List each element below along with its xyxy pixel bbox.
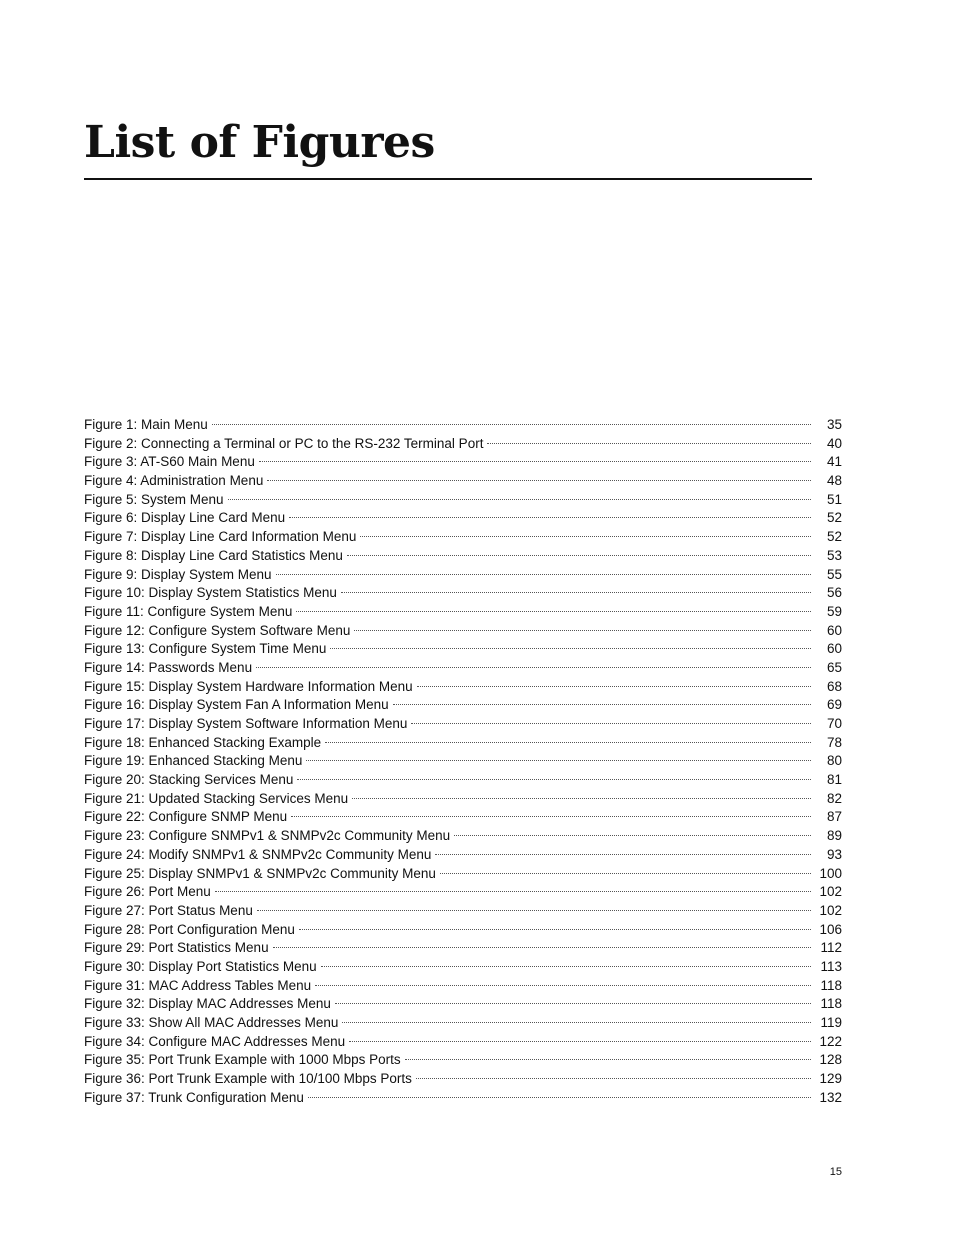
toc-entry-page: 93: [826, 846, 842, 862]
toc-entry-label: Figure 9: Display System Menu: [84, 566, 272, 582]
list-of-figures: [84, 416, 842, 1107]
toc-entry-label: Figure 28: Port Configuration Menu: [84, 921, 295, 937]
toc-entry-label: Figure 23: Configure SNMPv1 & SNMPv2c Community Menu: [84, 828, 451, 844]
toc-entry-page: 65: [826, 659, 842, 675]
toc-entry-label: Figure 29: Port Statistics Menu: [84, 940, 269, 956]
toc-entry-label: Figure 18: Enhanced Stacking Example: [84, 734, 322, 750]
toc-entry-page: 106: [819, 921, 842, 937]
toc-entry-label: Figure 19: Enhanced Stacking Menu: [84, 753, 303, 769]
dot-leader: [321, 966, 811, 967]
toc-entry[interactable]: [84, 1033, 842, 1052]
toc-entry-page: 112: [820, 940, 842, 956]
dot-leader: [440, 873, 811, 874]
title-rule: [84, 178, 812, 180]
dot-leader: [212, 424, 811, 425]
toc-entry-label: Figure 3: AT-S60 Main Menu: [84, 454, 255, 470]
dot-leader: [276, 574, 811, 575]
dot-leader: [257, 910, 811, 911]
dot-leader: [349, 1041, 811, 1042]
toc-entry[interactable]: [84, 472, 842, 491]
toc-entry[interactable]: [84, 622, 842, 641]
dot-leader: [325, 742, 811, 743]
toc-entry-label: Figure 22: Configure SNMP Menu: [84, 809, 288, 825]
dot-leader: [308, 1097, 811, 1098]
toc-entry-label: Figure 25: Display SNMPv1 & SNMPv2c Community Menu: [84, 865, 436, 881]
toc-entry[interactable]: [84, 1089, 842, 1108]
toc-entry-page: 118: [820, 996, 842, 1012]
toc-entry[interactable]: [84, 566, 842, 585]
toc-entry-page: 89: [826, 828, 842, 844]
page-number: 15: [829, 1166, 842, 1178]
toc-entry-page: 41: [826, 454, 842, 470]
dot-leader: [267, 480, 811, 481]
toc-entry-label: Figure 14: Passwords Menu: [84, 659, 253, 675]
dot-leader: [341, 592, 811, 593]
toc-entry[interactable]: [84, 547, 842, 566]
toc-entry-page: 128: [819, 1052, 842, 1068]
toc-entry[interactable]: [84, 528, 842, 547]
toc-entry[interactable]: [84, 584, 842, 603]
toc-entry-page: 118: [820, 977, 842, 993]
dot-leader: [289, 517, 811, 518]
dot-leader: [487, 443, 811, 444]
toc-entry[interactable]: [84, 416, 842, 435]
toc-entry-page: 59: [826, 603, 842, 619]
dot-leader: [342, 1022, 811, 1023]
toc-entry-page: 52: [826, 529, 842, 545]
toc-entry-page: 82: [826, 790, 842, 806]
toc-entry-label: Figure 11: Configure System Menu: [84, 603, 293, 619]
toc-entry[interactable]: [84, 640, 842, 659]
toc-entry-page: 129: [819, 1071, 842, 1087]
toc-entry-label: Figure 15: Display System Hardware Information Menu: [84, 678, 413, 694]
dot-leader: [411, 723, 811, 724]
toc-entry[interactable]: [84, 696, 842, 715]
toc-entry[interactable]: [84, 509, 842, 528]
dot-leader: [299, 929, 811, 930]
dot-leader: [454, 835, 811, 836]
toc-entry-page: 113: [820, 958, 842, 974]
toc-entry-page: 68: [826, 678, 842, 694]
toc-entry-label: Figure 31: MAC Address Tables Menu: [84, 977, 312, 993]
toc-entry[interactable]: [84, 659, 842, 678]
toc-entry[interactable]: [84, 846, 842, 865]
toc-entry-label: Figure 12: Configure System Software Menu: [84, 622, 351, 638]
toc-entry-page: 40: [826, 435, 842, 451]
dot-leader: [256, 667, 811, 668]
dot-leader: [297, 779, 811, 780]
toc-entry[interactable]: [84, 771, 842, 790]
dot-leader: [347, 555, 811, 556]
toc-entry[interactable]: [84, 958, 842, 977]
toc-entry[interactable]: [84, 865, 842, 884]
toc-entry-label: Figure 17: Display System Software Information Menu: [84, 716, 408, 731]
toc-entry[interactable]: [84, 808, 842, 827]
dot-leader: [416, 1078, 811, 1079]
toc-entry-label: Figure 2: Connecting a Terminal or PC to the RS-232 Terminal Port: [84, 435, 484, 451]
toc-entry[interactable]: [84, 715, 842, 734]
toc-entry-page: 48: [826, 473, 842, 489]
toc-entry-label: Figure 6: Display Line Card Menu: [84, 510, 286, 526]
toc-entry-label: Figure 24: Modify SNMPv1 & SNMPv2c Community Menu: [84, 846, 432, 862]
toc-entry[interactable]: [84, 678, 842, 697]
toc-entry[interactable]: [84, 734, 842, 753]
toc-entry-label: Figure 16: Display System Fan A Information Menu: [84, 697, 389, 713]
page-title: List of Figures: [84, 117, 435, 168]
toc-entry-label: Figure 13: Configure System Time Menu: [84, 641, 327, 657]
toc-entry-label: Figure 7: Display Line Card Information Menu: [84, 529, 357, 545]
toc-entry-page: 87: [826, 809, 842, 825]
dot-leader: [228, 499, 811, 500]
toc-entry[interactable]: [84, 921, 842, 940]
toc-entry-page: 132: [819, 1089, 842, 1105]
dot-leader: [315, 985, 811, 986]
toc-entry-label: Figure 21: Updated Stacking Services Menu: [84, 790, 349, 806]
toc-entry[interactable]: [84, 453, 842, 472]
dot-leader: [354, 630, 811, 631]
dot-leader: [360, 536, 811, 537]
toc-entry-page: 102: [819, 902, 842, 918]
toc-entry-label: Figure 8: Display Line Card Statistics Menu: [84, 547, 343, 563]
toc-entry-page: 119: [820, 1015, 842, 1030]
dot-leader: [352, 798, 811, 799]
toc-entry-page: 69: [826, 697, 842, 713]
dot-leader: [393, 704, 811, 705]
toc-entry[interactable]: [84, 995, 842, 1014]
toc-entry[interactable]: [84, 827, 842, 846]
toc-entry-page: 122: [819, 1033, 842, 1049]
toc-entry-label: Figure 30: Display Port Statistics Menu: [84, 958, 317, 974]
toc-entry-page: 78: [826, 734, 842, 750]
toc-entry-label: Figure 34: Configure MAC Addresses Menu: [84, 1033, 346, 1049]
toc-entry-label: Figure 4: Administration Menu: [84, 473, 264, 489]
toc-entry-page: 51: [826, 491, 842, 507]
toc-entry[interactable]: [84, 939, 842, 958]
dot-leader: [215, 891, 811, 892]
toc-entry[interactable]: [84, 977, 842, 996]
toc-entry-page: 81: [826, 772, 842, 788]
dot-leader: [335, 1003, 811, 1004]
toc-entry[interactable]: [84, 902, 842, 921]
toc-entry[interactable]: [84, 752, 842, 771]
toc-entry-page: 56: [826, 585, 842, 601]
dot-leader: [296, 611, 811, 612]
toc-entry[interactable]: [84, 435, 842, 454]
dot-leader: [405, 1059, 811, 1060]
toc-entry[interactable]: [84, 1070, 842, 1089]
toc-entry-page: 102: [819, 884, 842, 900]
toc-entry-label: Figure 5: System Menu: [84, 491, 224, 507]
toc-entry-label: Figure 27: Port Status Menu: [84, 902, 253, 918]
dot-leader: [291, 816, 811, 817]
dot-leader: [330, 648, 811, 649]
toc-entry-label: Figure 20: Stacking Services Menu: [84, 772, 294, 788]
dot-leader: [417, 686, 811, 687]
toc-entry-page: 60: [826, 641, 842, 657]
toc-entry-label: Figure 33: Show All MAC Addresses Menu: [84, 1015, 339, 1030]
toc-entry-page: 60: [826, 622, 842, 638]
toc-entry-label: Figure 1: Main Menu: [84, 417, 208, 432]
toc-entry-page: 53: [826, 547, 842, 563]
toc-entry[interactable]: [84, 491, 842, 510]
dot-leader: [259, 461, 811, 462]
toc-entry[interactable]: [84, 603, 842, 622]
toc-entry-label: Figure 35: Port Trunk Example with 1000 Mbps Ports: [84, 1052, 401, 1068]
toc-entry[interactable]: [84, 1014, 842, 1033]
toc-entry[interactable]: [84, 883, 842, 902]
toc-entry-label: Figure 26: Port Menu: [84, 884, 211, 900]
toc-entry-label: Figure 37: Trunk Configuration Menu: [84, 1089, 304, 1105]
toc-entry-page: 80: [826, 753, 842, 769]
dot-leader: [306, 760, 811, 761]
toc-entry-page: 70: [826, 716, 842, 731]
toc-entry-page: 35: [826, 417, 842, 432]
toc-entry-page: 55: [826, 566, 842, 582]
toc-entry-page: 100: [819, 865, 842, 881]
toc-entry-label: Figure 32: Display MAC Addresses Menu: [84, 996, 331, 1012]
toc-entry-label: Figure 36: Port Trunk Example with 10/100 Mbps Ports: [84, 1071, 412, 1087]
toc-entry-page: 52: [826, 510, 842, 526]
toc-entry-label: Figure 10: Display System Statistics Menu: [84, 585, 337, 601]
toc-entry[interactable]: [84, 1051, 842, 1070]
dot-leader: [273, 947, 811, 948]
dot-leader: [435, 854, 811, 855]
toc-entry[interactable]: [84, 790, 842, 809]
